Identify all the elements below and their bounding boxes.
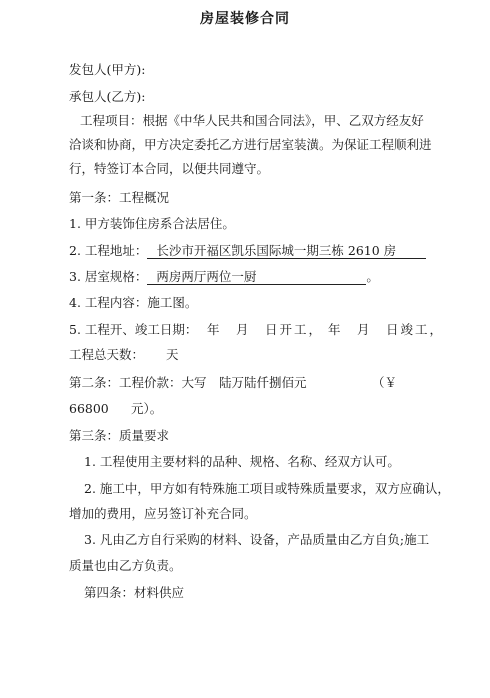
total-days-label: 工程总天数： bbox=[69, 347, 145, 362]
article-1-item-1: 1. 甲方装饰住房系合法居住。 bbox=[69, 216, 235, 231]
schedule-start-date: 年 月 日开工， bbox=[207, 322, 324, 337]
schedule-end-date: 年 月 日竣工， bbox=[328, 322, 445, 337]
price-amount: 66800 bbox=[69, 401, 109, 416]
schedule-label: 5. 工程开、竣工日期： bbox=[69, 322, 198, 337]
room-spec-value: 两房两厅两位一厨 bbox=[147, 269, 366, 285]
article-3-item-1: 1. 工程使用主要材料的品种、规格、名称、经双方认可。 bbox=[84, 454, 400, 469]
article-3-heading: 第三条：质量要求 bbox=[69, 428, 170, 443]
article-3-item-2-line-2: 增加的费用，应另签订补充合同。 bbox=[69, 506, 257, 521]
room-spec-end: 。 bbox=[366, 269, 379, 284]
article-2-price: 第二条：工程价款：大写 陆万陆仟捌佰元 bbox=[69, 375, 307, 390]
intro-line-2: 洽谈和协商，甲方决定委托乙方进行居室装潢。为保证工程顺利进 bbox=[69, 137, 432, 152]
article-1-item-3 bbox=[69, 269, 379, 285]
article-1-item-2 bbox=[69, 243, 426, 259]
article-1-heading: 第一条：工程概况 bbox=[69, 190, 170, 205]
intro-line-3: 行，特签订本合同，以便共同遵守。 bbox=[69, 161, 270, 176]
article-3-item-3-line-2: 质量也由乙方负责。 bbox=[69, 558, 182, 573]
article-4-heading: 第四条：材料供应 bbox=[84, 585, 185, 600]
party-a-line: 发包人(甲方): bbox=[69, 62, 146, 77]
address-label: 2. 工程地址： bbox=[69, 243, 148, 258]
article-3-item-3-line-1: 3. 凡由乙方自行采购的材料、设备，产品质量由乙方自负;施工 bbox=[84, 532, 430, 547]
total-days-unit: 天 bbox=[166, 347, 179, 362]
address-value: 长沙市开福区凯乐国际城一期三栋 2610 房 bbox=[147, 243, 426, 259]
article-1-item-4: 4. 工程内容：施工图。 bbox=[69, 295, 198, 310]
intro-line-1: 工程项目：根据《中华人民共和国合同法》，甲、乙双方经友好 bbox=[80, 113, 424, 128]
room-spec-label: 3. 居室规格： bbox=[69, 269, 148, 284]
price-paren: （￥ bbox=[372, 375, 398, 390]
article-3-item-2-line-1: 2. 施工中，甲方如有特殊施工项目或特殊质量要求，双方应确认， bbox=[84, 481, 450, 496]
party-b-line: 承包人(乙方): bbox=[69, 89, 146, 104]
contract-title: 房屋装修合同 bbox=[200, 11, 290, 27]
price-unit: 元）。 bbox=[131, 401, 163, 416]
